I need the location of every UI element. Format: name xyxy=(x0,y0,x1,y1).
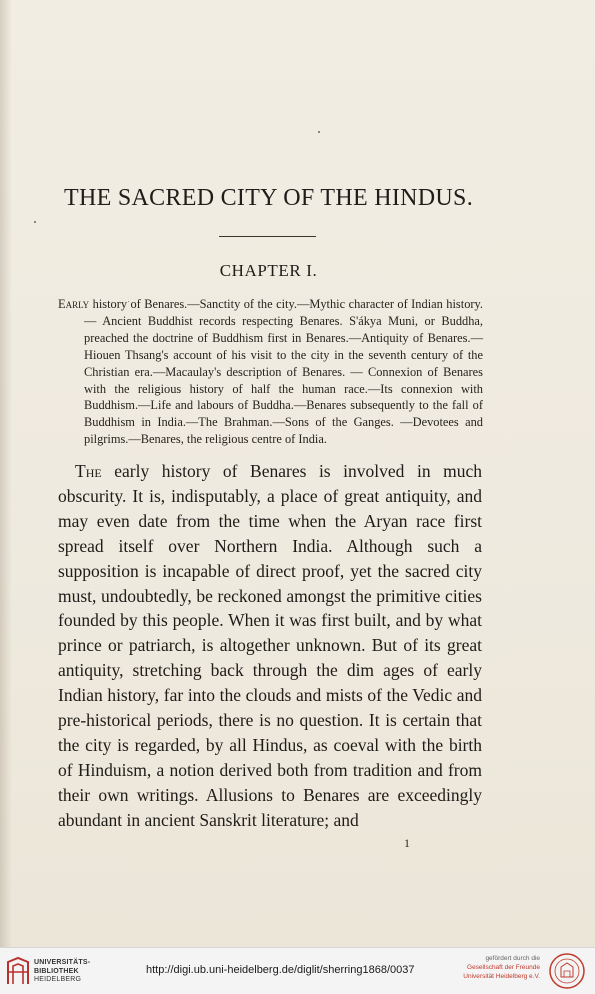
title-rule xyxy=(219,236,316,237)
chapter-synopsis xyxy=(58,296,483,448)
sponsor-line: Gesellschaft der Freunde xyxy=(467,964,540,971)
book-title: THE SACRED CITY OF THE HINDUS. xyxy=(63,185,473,211)
page-number: 1 xyxy=(404,836,410,850)
permalink-url[interactable]: http://digi.ub.uni-heidelberg.de/diglit/sherring1868/0037 xyxy=(146,964,415,976)
body-text: early history of Benares is involved in much obscurity. It is, indisputably, a place of great antiquity, and may even date from the time when the Aryan race first spread itself over Northern India. Although such a supposition is incapable of direct proof, yet the sacred city must, undoubtedly, be reckoned amongst the primitive cities founded by this people. When it was first built, and by what prince or patriarch, is altogether unknown. But of its great antiquity, stretching back through the dim ages of early Indian history, far into the clouds and mists of the Vedic and pre-historical periods, there is no question. It is certain that the city is regarded, by all Hindus, as coeval with the birth of Hinduism, a notion derived both from tradition and from their own writings. Allusions to Benares are exceedingly abundant in ancient Sanskrit literature; and xyxy=(58,461,482,830)
paper-speck xyxy=(34,221,36,223)
paper-speck xyxy=(318,131,320,133)
page-edge-shadow xyxy=(0,0,12,947)
body-lead-word: The xyxy=(75,461,102,481)
library-name-line: HEIDELBERG xyxy=(34,976,82,984)
university-library-logo-icon xyxy=(6,956,30,986)
sponsor-line: Universität Heidelberg e.V. xyxy=(463,973,540,980)
library-name xyxy=(34,959,90,985)
library-name-line: UNIVERSITÄTS- xyxy=(34,959,91,966)
society-seal-icon xyxy=(548,952,586,990)
body-paragraph xyxy=(58,459,482,833)
synopsis-lead-word: Early xyxy=(58,297,90,311)
sponsor-line: gefördert durch die xyxy=(485,955,540,962)
sponsor-credit xyxy=(460,954,540,981)
chapter-heading: CHAPTER I. xyxy=(219,261,318,280)
library-name-line: BIBLIOTHEK xyxy=(34,967,79,975)
digitization-footer xyxy=(0,947,595,994)
synopsis-text: history of Benares.—Sanctity of the city.—Mythic character of Indian history. — Ancient Buddhist records respecting Benares. S'ákya Muni, or Buddha, preached the doctrine of Buddhism first in Benares.—Antiquity of Benares.—Hiouen Thsang's account of his visit to the city in the seventh century of the Christian era.—Macaulay's description of Benares. — Connexion of Benares with the religious history of half the human race.—Its connexion with Buddhism.—Life and labours of Buddha.—Benares subsequently to the fall of Buddhism in India.—The Brahman.—Sons of the Ganges. —Devotees and pilgrims.—Benares, the religious centre of India. xyxy=(84,297,483,447)
